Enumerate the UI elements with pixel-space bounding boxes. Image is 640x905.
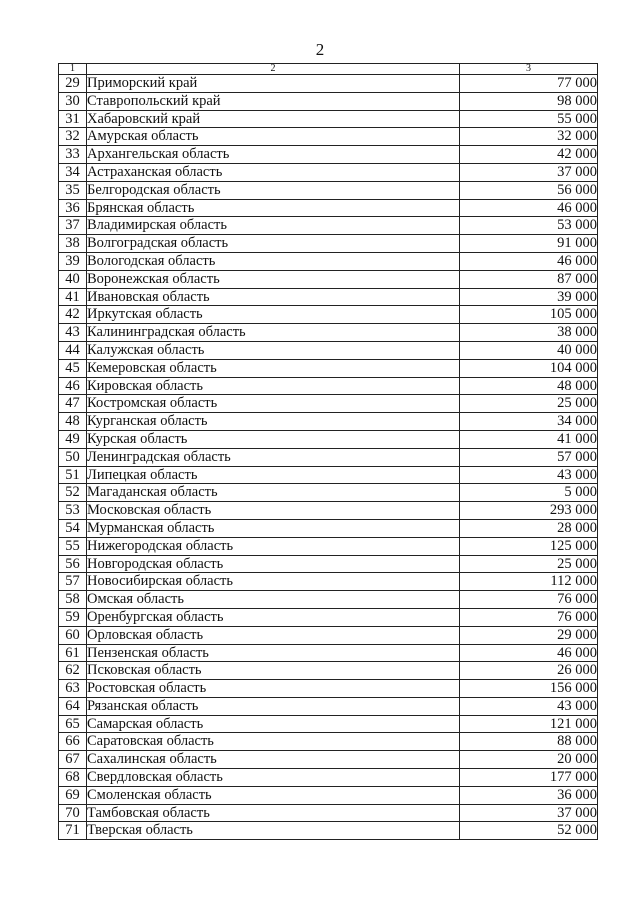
region-name-cell: Московская область	[87, 502, 460, 520]
value-cell: 125 000	[460, 537, 598, 555]
table-header-row	[59, 64, 598, 75]
region-name-cell: Ставропольский край	[87, 92, 460, 110]
row-number-cell: 49	[59, 430, 87, 448]
row-number-cell: 55	[59, 537, 87, 555]
table-row	[59, 626, 598, 644]
value-cell: 55 000	[460, 110, 598, 128]
region-name-cell: Владимирская область	[87, 217, 460, 235]
column-header-number: 1	[59, 64, 87, 75]
value-cell: 77 000	[460, 75, 598, 93]
row-number-cell: 37	[59, 217, 87, 235]
value-cell: 76 000	[460, 608, 598, 626]
table-row	[59, 199, 598, 217]
value-cell: 37 000	[460, 804, 598, 822]
region-name-cell: Саратовская область	[87, 733, 460, 751]
table-row	[59, 751, 598, 769]
region-name-cell: Белгородская область	[87, 181, 460, 199]
row-number-cell: 35	[59, 181, 87, 199]
region-name-cell: Брянская область	[87, 199, 460, 217]
table-row	[59, 341, 598, 359]
value-cell: 52 000	[460, 822, 598, 840]
region-name-cell: Ивановская область	[87, 288, 460, 306]
row-number-cell: 69	[59, 786, 87, 804]
row-number-cell: 60	[59, 626, 87, 644]
value-cell: 38 000	[460, 324, 598, 342]
value-cell: 32 000	[460, 128, 598, 146]
value-cell: 105 000	[460, 306, 598, 324]
table-row	[59, 786, 598, 804]
row-number-cell: 36	[59, 199, 87, 217]
region-name-cell: Курская область	[87, 430, 460, 448]
table-row	[59, 662, 598, 680]
row-number-cell: 62	[59, 662, 87, 680]
row-number-cell: 64	[59, 697, 87, 715]
row-number-cell: 70	[59, 804, 87, 822]
row-number-cell: 38	[59, 235, 87, 253]
region-name-cell: Тамбовская область	[87, 804, 460, 822]
row-number-cell: 59	[59, 608, 87, 626]
table-row	[59, 146, 598, 164]
region-name-cell: Амурская область	[87, 128, 460, 146]
region-name-cell: Рязанская область	[87, 697, 460, 715]
table-row	[59, 644, 598, 662]
value-cell: 42 000	[460, 146, 598, 164]
region-name-cell: Архангельская область	[87, 146, 460, 164]
value-cell: 39 000	[460, 288, 598, 306]
region-name-cell: Орловская область	[87, 626, 460, 644]
region-name-cell: Хабаровский край	[87, 110, 460, 128]
value-cell: 88 000	[460, 733, 598, 751]
value-cell: 5 000	[460, 484, 598, 502]
row-number-cell: 48	[59, 413, 87, 431]
table-row	[59, 430, 598, 448]
region-name-cell: Самарская область	[87, 715, 460, 733]
row-number-cell: 57	[59, 573, 87, 591]
table-row	[59, 181, 598, 199]
table-row	[59, 163, 598, 181]
table-row	[59, 484, 598, 502]
value-cell: 43 000	[460, 697, 598, 715]
table-row	[59, 324, 598, 342]
value-cell: 87 000	[460, 270, 598, 288]
region-name-cell: Свердловская область	[87, 769, 460, 787]
row-number-cell: 46	[59, 377, 87, 395]
table-row	[59, 128, 598, 146]
region-name-cell: Кемеровская область	[87, 359, 460, 377]
table-row	[59, 110, 598, 128]
table-row	[59, 359, 598, 377]
table-row	[59, 502, 598, 520]
region-name-cell: Иркутская область	[87, 306, 460, 324]
value-cell: 56 000	[460, 181, 598, 199]
region-name-cell: Калужская область	[87, 341, 460, 359]
row-number-cell: 32	[59, 128, 87, 146]
region-name-cell: Омская область	[87, 591, 460, 609]
row-number-cell: 29	[59, 75, 87, 93]
table-row	[59, 395, 598, 413]
region-name-cell: Вологодская область	[87, 252, 460, 270]
row-number-cell: 61	[59, 644, 87, 662]
row-number-cell: 50	[59, 448, 87, 466]
table-row	[59, 697, 598, 715]
value-cell: 34 000	[460, 413, 598, 431]
table-row	[59, 822, 598, 840]
table-row	[59, 769, 598, 787]
row-number-cell: 34	[59, 163, 87, 181]
row-number-cell: 47	[59, 395, 87, 413]
region-name-cell: Новгородская область	[87, 555, 460, 573]
region-name-cell: Астраханская область	[87, 163, 460, 181]
row-number-cell: 65	[59, 715, 87, 733]
regions-table	[58, 63, 598, 840]
region-name-cell: Тверская область	[87, 822, 460, 840]
region-name-cell: Оренбургская область	[87, 608, 460, 626]
row-number-cell: 41	[59, 288, 87, 306]
value-cell: 76 000	[460, 591, 598, 609]
table-row	[59, 270, 598, 288]
row-number-cell: 56	[59, 555, 87, 573]
table-row	[59, 555, 598, 573]
page-number: 2	[315, 40, 325, 59]
row-number-cell: 66	[59, 733, 87, 751]
value-cell: 37 000	[460, 163, 598, 181]
column-header-region: 2	[87, 64, 460, 75]
region-name-cell: Пензенская область	[87, 644, 460, 662]
region-name-cell: Костромская область	[87, 395, 460, 413]
region-name-cell: Магаданская область	[87, 484, 460, 502]
table-row	[59, 75, 598, 93]
table-body	[59, 75, 598, 840]
region-name-cell: Ростовская область	[87, 680, 460, 698]
value-cell: 25 000	[460, 555, 598, 573]
table-row	[59, 591, 598, 609]
region-name-cell: Приморский край	[87, 75, 460, 93]
region-name-cell: Смоленская область	[87, 786, 460, 804]
table-row	[59, 252, 598, 270]
row-number-cell: 42	[59, 306, 87, 324]
row-number-cell: 58	[59, 591, 87, 609]
region-name-cell: Волгоградская область	[87, 235, 460, 253]
table-row	[59, 733, 598, 751]
table-row	[59, 448, 598, 466]
row-number-cell: 71	[59, 822, 87, 840]
value-cell: 28 000	[460, 519, 598, 537]
region-name-cell: Ленинградская область	[87, 448, 460, 466]
value-cell: 36 000	[460, 786, 598, 804]
row-number-cell: 54	[59, 519, 87, 537]
region-name-cell: Сахалинская область	[87, 751, 460, 769]
table-row	[59, 306, 598, 324]
value-cell: 20 000	[460, 751, 598, 769]
row-number-cell: 30	[59, 92, 87, 110]
table-row	[59, 92, 598, 110]
value-cell: 293 000	[460, 502, 598, 520]
value-cell: 40 000	[460, 341, 598, 359]
value-cell: 91 000	[460, 235, 598, 253]
row-number-cell: 52	[59, 484, 87, 502]
table-row	[59, 680, 598, 698]
region-name-cell: Липецкая область	[87, 466, 460, 484]
row-number-cell: 44	[59, 341, 87, 359]
value-cell: 98 000	[460, 92, 598, 110]
region-name-cell: Псковская область	[87, 662, 460, 680]
region-name-cell: Курганская область	[87, 413, 460, 431]
table-row	[59, 573, 598, 591]
table-row	[59, 413, 598, 431]
value-cell: 43 000	[460, 466, 598, 484]
row-number-cell: 39	[59, 252, 87, 270]
row-number-cell: 68	[59, 769, 87, 787]
value-cell: 41 000	[460, 430, 598, 448]
value-cell: 29 000	[460, 626, 598, 644]
table-row	[59, 519, 598, 537]
value-cell: 46 000	[460, 199, 598, 217]
table-row	[59, 377, 598, 395]
region-name-cell: Воронежская область	[87, 270, 460, 288]
column-header-value: 3	[460, 64, 598, 75]
row-number-cell: 53	[59, 502, 87, 520]
table-row	[59, 466, 598, 484]
row-number-cell: 51	[59, 466, 87, 484]
value-cell: 53 000	[460, 217, 598, 235]
value-cell: 57 000	[460, 448, 598, 466]
region-name-cell: Новосибирская область	[87, 573, 460, 591]
value-cell: 104 000	[460, 359, 598, 377]
value-cell: 177 000	[460, 769, 598, 787]
table-row	[59, 537, 598, 555]
region-name-cell: Нижегородская область	[87, 537, 460, 555]
row-number-cell: 33	[59, 146, 87, 164]
table-row	[59, 804, 598, 822]
row-number-cell: 43	[59, 324, 87, 342]
region-name-cell: Мурманская область	[87, 519, 460, 537]
row-number-cell: 67	[59, 751, 87, 769]
value-cell: 48 000	[460, 377, 598, 395]
value-cell: 46 000	[460, 644, 598, 662]
table-row	[59, 288, 598, 306]
value-cell: 121 000	[460, 715, 598, 733]
row-number-cell: 45	[59, 359, 87, 377]
row-number-cell: 63	[59, 680, 87, 698]
row-number-cell: 40	[59, 270, 87, 288]
table-row	[59, 235, 598, 253]
row-number-cell: 31	[59, 110, 87, 128]
value-cell: 112 000	[460, 573, 598, 591]
value-cell: 156 000	[460, 680, 598, 698]
table-row	[59, 608, 598, 626]
region-name-cell: Калининградская область	[87, 324, 460, 342]
value-cell: 25 000	[460, 395, 598, 413]
table-row	[59, 217, 598, 235]
region-name-cell: Кировская область	[87, 377, 460, 395]
value-cell: 26 000	[460, 662, 598, 680]
table-row	[59, 715, 598, 733]
value-cell: 46 000	[460, 252, 598, 270]
